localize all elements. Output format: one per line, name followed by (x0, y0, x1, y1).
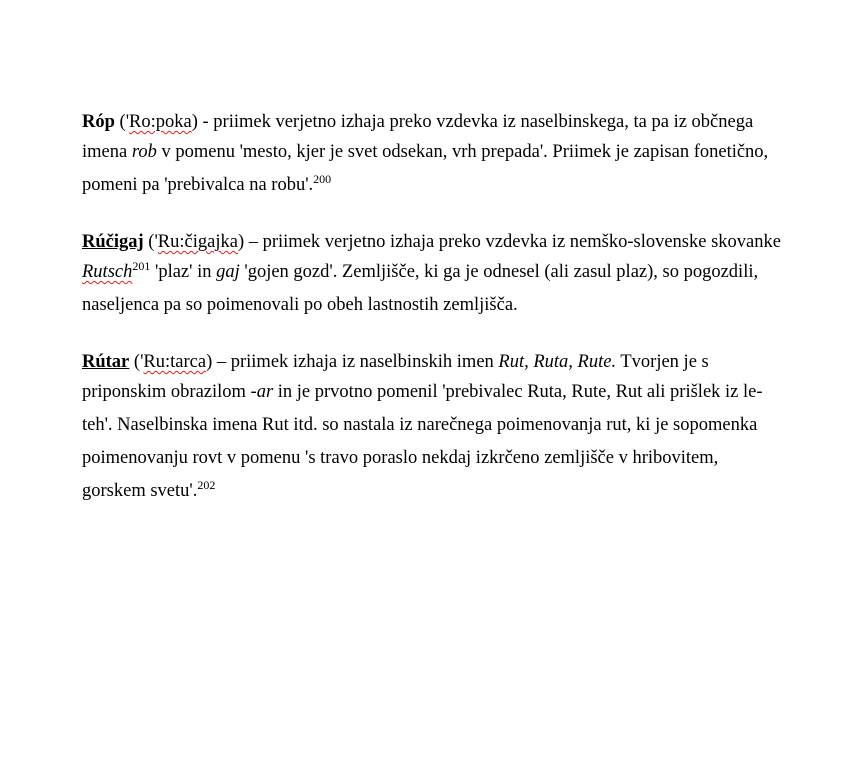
pronunciation-text: Ru:tarca (143, 352, 207, 372)
entries-container (82, 108, 812, 508)
body-text: Tvorjen je s (616, 352, 709, 372)
body-text: in je prvotno pomenil 'prebivalec Ruta, Rute, Rut ali prišlek iz le- (273, 382, 763, 402)
text-line (82, 256, 812, 289)
footnote-reference: 201 (132, 259, 151, 273)
body-text: gorskem svetu'. (82, 481, 198, 501)
body-text: (' (143, 232, 158, 252)
italic-term: rob (131, 142, 157, 162)
text-line (82, 228, 812, 256)
body-text: ) – priimek izhaja iz naselbinskih imen (206, 352, 499, 372)
text-line (82, 136, 812, 169)
body-text: (' (129, 352, 144, 372)
document-page (82, 108, 812, 534)
body-text: (' (114, 112, 130, 132)
body-text: imena (82, 142, 132, 162)
text-line (82, 348, 812, 376)
surname-entry (82, 108, 812, 202)
surname-entry (82, 348, 812, 508)
body-text: pomeni pa 'prebivalca na robu'. (82, 175, 314, 195)
body-text: ) – priimek verjetno izhaja preko vzdevka iz nemško-slovenske skovanke (237, 232, 781, 252)
italic-term: ar (256, 382, 274, 402)
footnote-reference: 200 (313, 172, 332, 186)
italic-term: gaj (216, 262, 240, 282)
body-text: priponskim obrazilom - (82, 382, 257, 402)
text-line (82, 409, 812, 442)
body-text: 'gojen gozd'. Zemljišče, ki ga je odnesel (ali zasul plaz), so pogozdili, (239, 262, 759, 282)
text-line (82, 169, 812, 202)
body-text: naseljenca pa so poimenovali po obeh lastnostih zemljišča. (82, 295, 518, 315)
body-text: 'plaz' in (150, 262, 217, 282)
footnote-reference: 202 (197, 478, 216, 492)
body-text: poimenovanju rovt v pomenu 's travo poraslo nekdaj izkrčeno zemljišče v hribovitem, (82, 448, 719, 468)
headword: Róp (82, 112, 115, 132)
body-text: v pomenu 'mesto, kjer je svet odsekan, vrh prepada'. Priimek je zapisan fonetično, (156, 142, 769, 162)
italic-term: Rutsch (82, 262, 133, 282)
headword: Rúčigaj (82, 232, 144, 252)
text-line (82, 376, 812, 409)
text-line (82, 108, 812, 136)
pronunciation-text: Ro:poka (129, 112, 192, 132)
body-text: teh'. Naselbinska imena Rut itd. so nastala iz narečnega poimenovanja rut, ki je sopomenka (82, 415, 758, 435)
italic-term: Rut, Ruta, Rute. (498, 352, 617, 372)
text-line (82, 289, 812, 322)
text-line (82, 442, 812, 475)
surname-entry (82, 228, 812, 322)
pronunciation-text: Ru:čigajka (157, 232, 238, 252)
headword: Rútar (82, 352, 130, 372)
body-text: ) - priimek verjetno izhaja preko vzdevka iz naselbinskega, ta pa iz občnega (191, 112, 754, 132)
text-line (82, 475, 812, 508)
